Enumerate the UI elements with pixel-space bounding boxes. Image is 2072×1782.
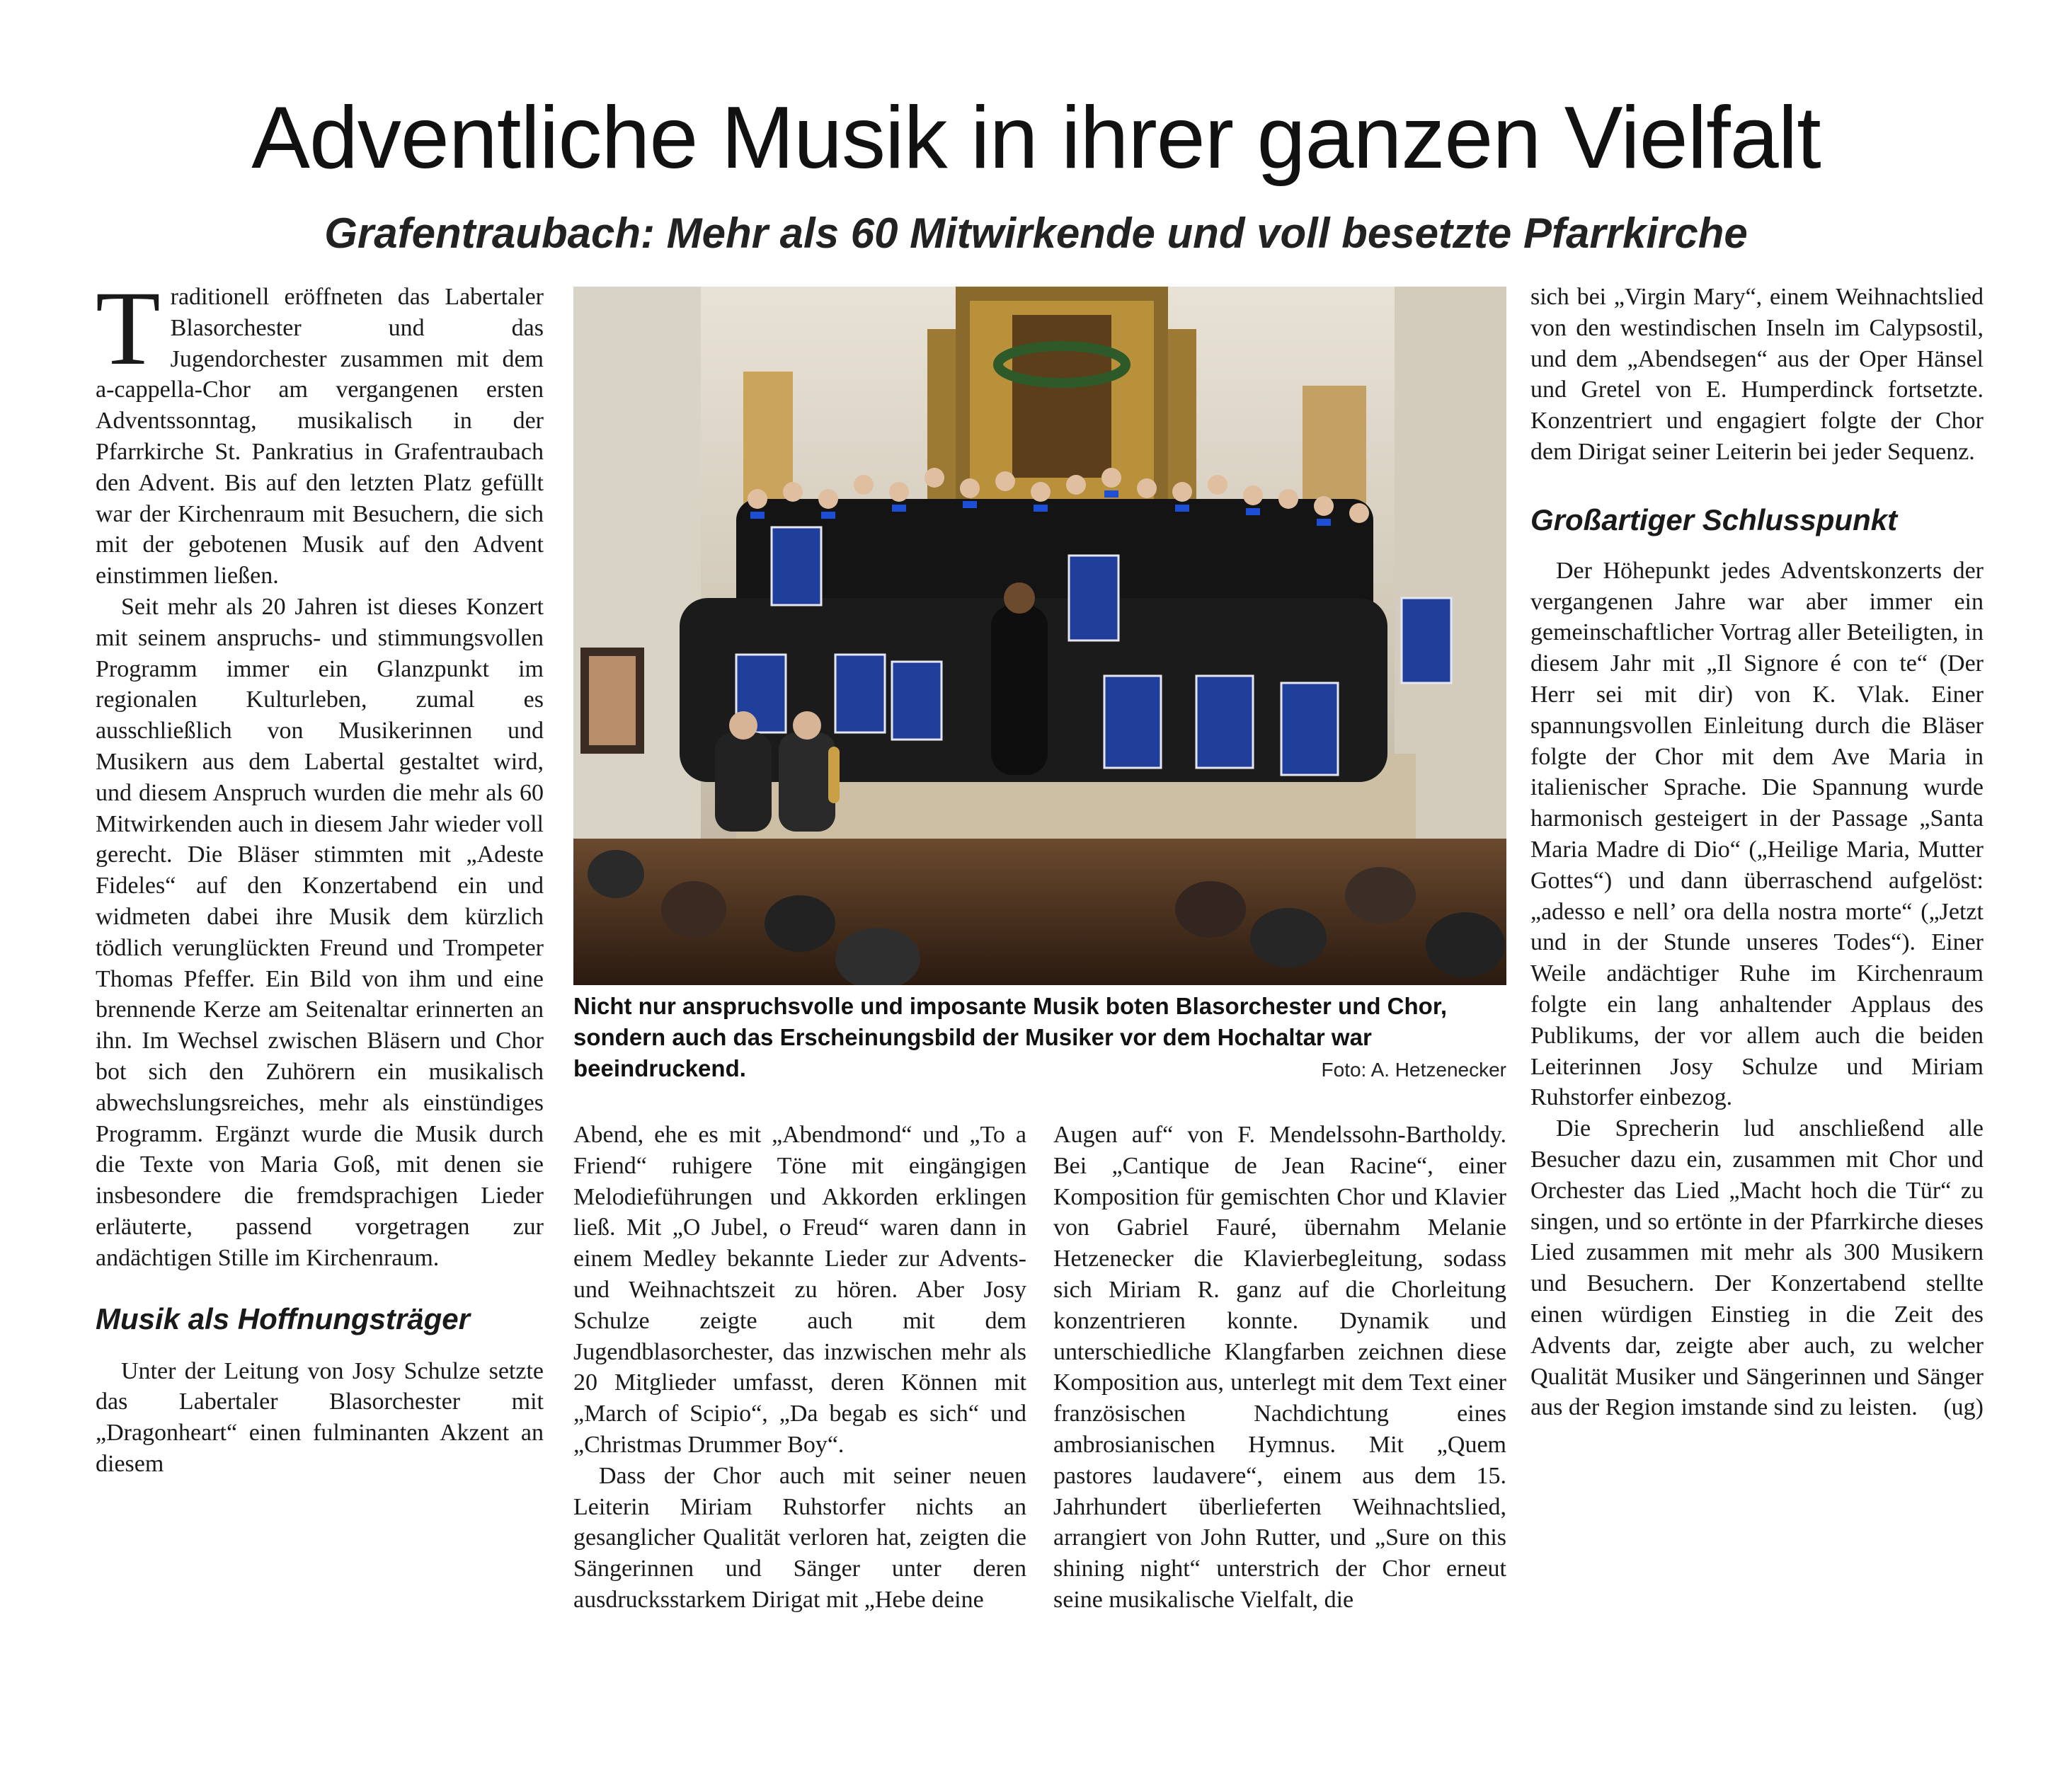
paragraph-text: Die Sprecherin lud anschließend alle Besucher dazu ein, zusammen mit Chor und Orchester das Lied „Macht hoch die Tür“ zu singen, und so ertönte in der Pfarrkirche dieses Lied zusammen mit mehr als 300 Musikern und Besuchern. Der Konzertabend stellte einen würdigen Einstieg in die Zeit des Advents dar, zeigte aber auch, zu welcher Qualität Musiker und Sängerinnen und Sänger aus der Region imstande sind zu leisten. (1530, 1115, 1984, 1421)
drop-cap: T (96, 270, 161, 387)
article-column-3 (1053, 1120, 1506, 1616)
author-signature: (ug) (1943, 1394, 1984, 1421)
photo-credit: Foto: A. Hetzenecker (1321, 1059, 1506, 1081)
paragraph: sich bei „Virgin Mary“, einem Weihnachtslied von den westindischen Inseln im Calypsostil, und dem „Abendsegen“ aus der Oper Hänsel und Gretel von E. Humperdinck fortsetzte. Konzentriert und engagiert folgte der Chor dem Dirigat seiner Leiterin bei jeder Sequenz. (1530, 284, 1984, 465)
article-column-1 (96, 270, 544, 1480)
conductor (991, 582, 1048, 775)
section-heading: Musik als Hoffnungsträger (96, 1301, 470, 1335)
section-heading: Großartiger Schlusspunkt (1530, 502, 1898, 536)
article-headline: Adventliche Musik in ihrer ganzen Vielfalt (251, 89, 1821, 187)
concert-photo-illustration (573, 287, 1506, 985)
concert-photo (573, 287, 1506, 985)
article-column-2 (573, 1120, 1026, 1616)
paragraph (1530, 1113, 1984, 1423)
article-column-4 (1530, 282, 1984, 1423)
audience (573, 839, 1506, 985)
paragraph: Abend, ehe es mit „Abendmond“ und „To a Friend“ ruhigere Töne mit eingängigen Melodieführungen und Akkorden erklingen ließ. Mit „O Jubel, o Freud“ waren dann in einem Medley bekannte Lieder zur Advents- und Weihnachtszeit zu hören. Aber Josy Schulze zeigte auch mit dem Jugendblasorchester, das inzwischen mehr als 20 Mitglieder umfasst, deren Können mit „March of Scipio“, „Da begab es sich“ und „Christmas Drummer Boy“. (573, 1122, 1026, 1458)
article-subheadline: Grafentraubach: Mehr als 60 Mitwirkende und voll besetzte Pfarrkirche (324, 209, 1748, 257)
paragraph: Augen auf“ von F. Mendelssohn-Bartholdy. Bei „Cantique de Jean Racine“, einer Komposition für gemischten Chor und Klavier von Gabriel Fauré, übernahm Melanie Hetzenecker die Klavierbegleitung, sodass sich Miriam R. ganz auf die Chorleitung konzentrieren konnte. Dynamik und unterschiedliche Klangfarben zeichnen diese Komposition aus, unterlegt mit dem Text einer französischen Nachdichtung eines ambrosianischen Hymnus. Mit „Quem pastores laudavere“, einem aus dem 15. Jahrhundert überlieferten Weihnachtslied, arrangiert von John Rutter, und „Sure on this shining night“ unterstrich der Chor erneut seine musikalische Vielfalt, die (1053, 1122, 1506, 1613)
paragraph: Seit mehr als 20 Jahren ist dieses Konzert mit seinem anspruchs- und stimmungsvollen Programm immer ein Glanzpunkt im regionalen Kulturleben, zumal es ausschließlich von Musikerinnen und Musikern aus dem Labertal gestaltet wird, und diesem Anspruch wurden die mehr als 60 Mitwirkenden auch in diesem Jahr wieder voll gerecht. Die Bläser stimmten mit „Adeste Fideles“ auf den Konzertabend ein und widmeten dabei ihre Musik dem kürzlich tödlich verunglückten Freund und Trompeter Thomas Pfeffer. Ein Bild von ihm und eine brennende Kerze am Seitenaltar erinnerten an ihn. Im Wechsel zwischen Bläsern und Chor bot sich den Zuhörern ein musikalisch abwechslungsreiches, mehr als einstündiges Programm. Ergänzt wurde die Musik durch die Texte von Maria Goß, mit denen sie insbesondere die fremdsprachigen Lieder erläuterte, passend vorgetragen zur andächtigen Stille im Kirchenraum. (96, 593, 544, 1271)
paragraph-text: raditionell eröffneten das Labertaler Blasorchester und das Jugendorchester zusammen mit dem a-cappella-Chor am vergangenen ersten Adventssonntag, musikalisch in der Pfarrkirche St. Pankratius in Grafentraubach den Advent. Bis auf den letzten Platz gefüllt war der Kirchenraum mit Besuchern, die sich mit der gebotenen Musik auf den Advent einstimmen ließen. (96, 284, 544, 590)
paragraph: Dass der Chor auch mit seiner neuen Leiterin Miriam Ruhstorfer nichts an gesanglicher Qualität verloren hat, zeigten die Sängerinnen und Sänger unter deren ausdrucksstarkem Dirigat mit „Hebe deine (573, 1462, 1026, 1613)
paragraph (96, 270, 544, 592)
paragraph: Der Höhepunkt jedes Adventskonzerts der vergangenen Jahre war aber immer ein gemeinschaftlicher Vortrag aller Beteiligten, in diesem Jahr mit „Il Signore é con te“ (Der Herr sei mit dir) von K. Vlak. Einer spannungsvollen Einleitung durch die Bläser folgte der Chor mit dem Ave Maria in italienischer Sprache. Die Spannung wurde harmonisch gesteigert in der Passage „Santa Maria Madre di Dio“ („Heilige Maria, Mutter Gottes“) und dann überraschend aufgelöst: „adesso e nell’ ora della nostra morte“ („Jetzt und in der Stunde unseres Todes“). Einer Weile andächtiger Ruhe im Kirchenraum folgte ein lang anhaltender Applaus des Publikums, der vor allem auch die beiden Leiterinnen Josy Schulze und Miriam Ruhstorfer einbezog. (1530, 557, 1984, 1111)
paragraph: Unter der Leitung von Josy Schulze setzte das Labertaler Blasorchester mit „Dragonheart“ einen fulminanten Akzent an diesem (96, 1357, 544, 1477)
photo-caption: Nicht nur anspruchsvolle und imposante Musik boten Blasorchester und Chor, sondern auch das Erscheinungsbild der Musiker vor dem Hochaltar war beeindruckend. (573, 993, 1448, 1081)
